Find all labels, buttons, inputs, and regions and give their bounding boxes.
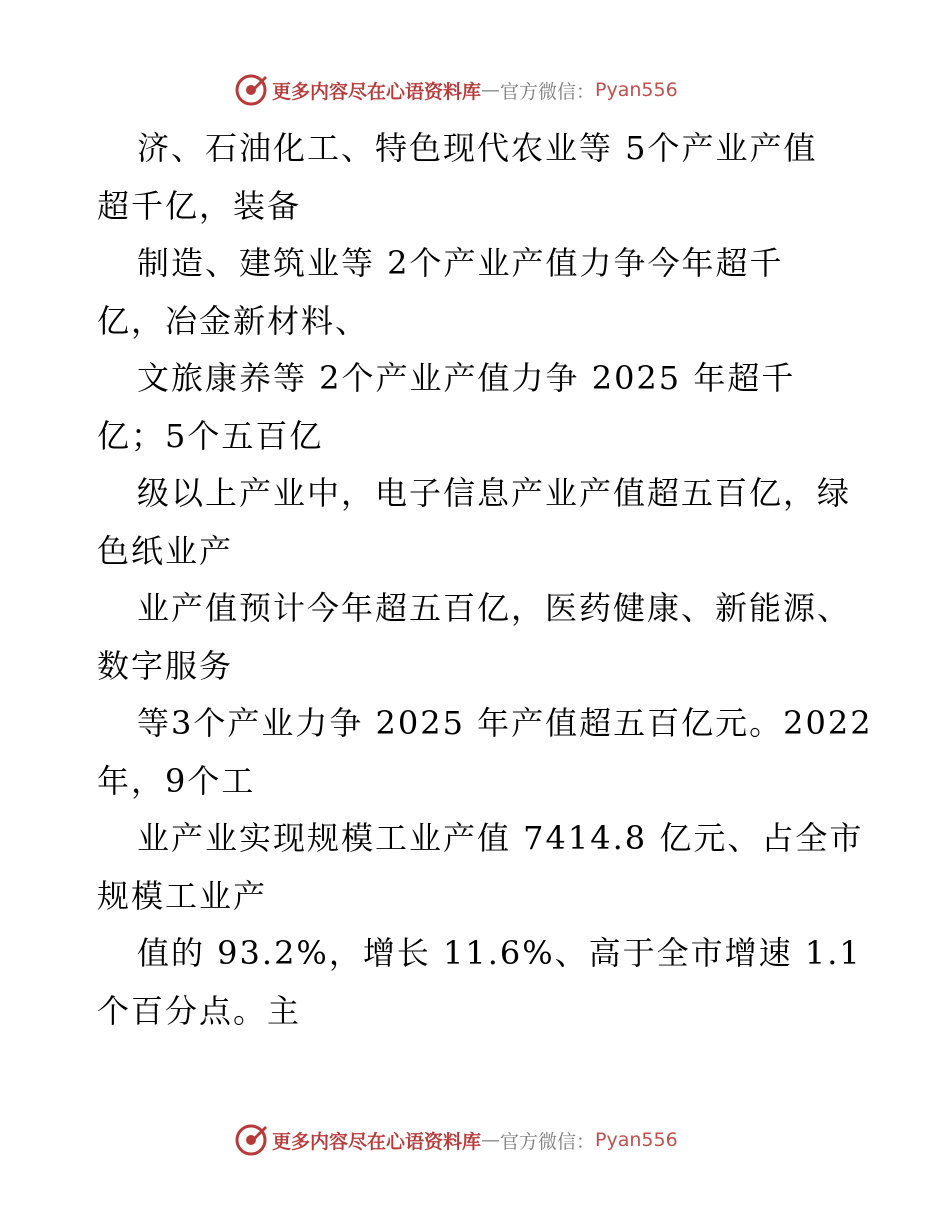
text-line: 亿；5个五百亿 [97,416,324,455]
pen-circle-icon [234,73,268,107]
text-line: 亿，冶金新材料、 [97,301,370,340]
pen-circle-icon [234,1123,268,1157]
text-line: 业产值预计今年超五百亿，医药健康、新能源、 [137,589,852,627]
watermark-separator: — [481,1129,501,1151]
text-line: 数字服务 [97,646,234,685]
watermark-separator: — [481,79,501,101]
watermark-footer [234,1122,678,1158]
text-line: 色纸业产 [97,531,234,570]
text-line: 超千亿，装备 [97,186,302,225]
watermark-header [234,72,678,108]
text-line: 个百分点。主 [97,991,302,1030]
watermark-brand: 更多内容尽在心语资料库 [272,1130,482,1153]
watermark-label: 官方微信： [500,1130,596,1153]
watermark-brand: 更多内容尽在心语资料库 [272,80,482,103]
text-line: 规模工业产 [97,876,268,915]
text-line: 制造、建筑业等 2个产业产值力争今年超千 [137,244,784,282]
watermark-label: 官方微信： [500,80,596,103]
text-line: 级以上产业中，电子信息产业产值超五百亿，绿 [137,474,852,512]
document-body [97,120,873,1040]
text-line: 值的 93.2%，增长 11.6%、高于全市增速 1.1 [137,934,862,972]
text-line: 等3个产业力争 2025 年产值超五百亿元。2022 [137,704,873,742]
watermark-id: Pyan556 [595,79,678,101]
text-line: 文旅康养等 2个产业产值力争 2025 年超千 [137,359,796,397]
text-line: 年，9个工 [97,761,256,800]
watermark-id: Pyan556 [595,1129,678,1151]
text-line: 济、石油化工、特色现代农业等 5个产业产值 [137,129,818,167]
text-line: 业产业实现规模工业产值 7414.8 亿元、占全市 [137,819,864,857]
